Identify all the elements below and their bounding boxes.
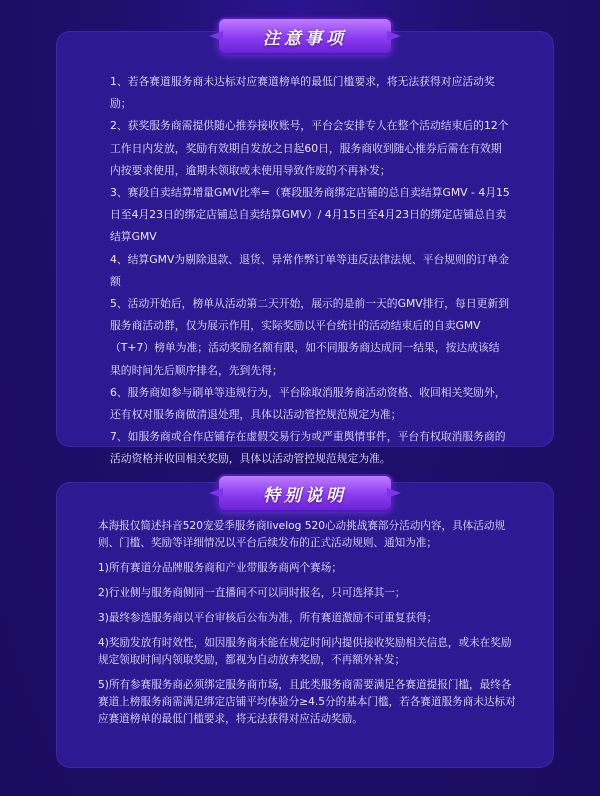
special-panel xyxy=(56,482,554,768)
notice-title: 注意事项 xyxy=(263,28,347,49)
special-intro: 本海报仅简述抖音520宠爱季服务商livelog 520心动挑战赛部分活动内容，具体活动规则、门槛、奖励等详细情况以平台后续发布的正式活动规则、通知为准； xyxy=(98,520,506,549)
special-item: 2)行业侧与服务商侧同一直播间不可以同时报名，只可选择其一； xyxy=(98,587,406,599)
special-item: 4)奖励发放有时效性，如因服务商未能在规定时间内提供接收奖励相关信息，或未在奖励规定领取时间内领取奖励，都视为自动放弃奖励，不再额外补发； xyxy=(98,637,512,666)
notice-list xyxy=(110,71,510,471)
notice-item: 6、服务商如参与刷单等违规行为，平台除取消服务商活动资格、收回相关奖励外，还有权对服务商做清退处理，具体以活动管控规范规定为准； xyxy=(110,385,506,422)
special-title: 特别说明 xyxy=(263,485,347,506)
notice-item: 4、结算GMV为剔除退款、退货、异常作弊订单等违反法律法规、平台规则的订单金额 xyxy=(110,252,510,288)
notice-item: 1、若各赛道服务商未达标对应赛道榜单的最低门槛要求，将无法获得对应活动奖励； xyxy=(110,75,495,111)
special-title-badge xyxy=(219,476,391,510)
notice-item: 5、活动开始后，榜单从活动第二天开始，展示的是前一天的GMV排行，每日更新到服务商活动群，仅为展示作用，实际奖励以平台统计的活动结束后的自卖GMV（T+7）榜单为准；活动奖励名额有限，如不同服务商达成同一结果，按达成该结果的时间先后顺序排名，先到先得； xyxy=(110,297,510,377)
special-item: 1)所有赛道分品牌服务商和产业带服务商两个赛场； xyxy=(98,562,342,574)
notice-title-badge xyxy=(219,19,391,53)
notice-item: 3、赛段自卖结算增量GMV比率=（赛段服务商绑定店铺的总自卖结算GMV - 4月15日至4月23日的绑定店铺总自卖结算GMV）/ 4月15日至4月23日的绑定店铺总自卖结算GMV xyxy=(110,186,510,244)
special-body xyxy=(98,518,518,736)
notice-item: 7、如服务商或合作店铺存在虚假交易行为或严重舆情事件，平台有权取消服务商的活动资格并收回相关奖励，具体以活动管控规范规定为准。 xyxy=(110,430,506,466)
notice-panel xyxy=(56,28,554,466)
special-item: 3)最终参选服务商以平台审核后公布为准，所有赛道激励不可重复获得； xyxy=(98,612,438,624)
notice-item: 2、获奖服务商需提供随心推券接收账号，平台会安排专人在整个活动结束后的12个工作日内发放，奖励有效期自发放之日起60日，服务商收到随心推券后需在有效期内按要求使用，逾期未领取或未使用导致作废的不再补发； xyxy=(110,119,509,177)
special-item: 5)所有参赛服务商必须绑定服务商市场，且此类服务商需要满足各赛道提报门槛，最终各赛道上榜服务商需满足绑定店铺平均体验分≥4.5分的基本门槛，若各赛道服务商未达标对应赛道榜单的最低门槛要求，将无法获得对应活动奖励。 xyxy=(98,679,516,725)
